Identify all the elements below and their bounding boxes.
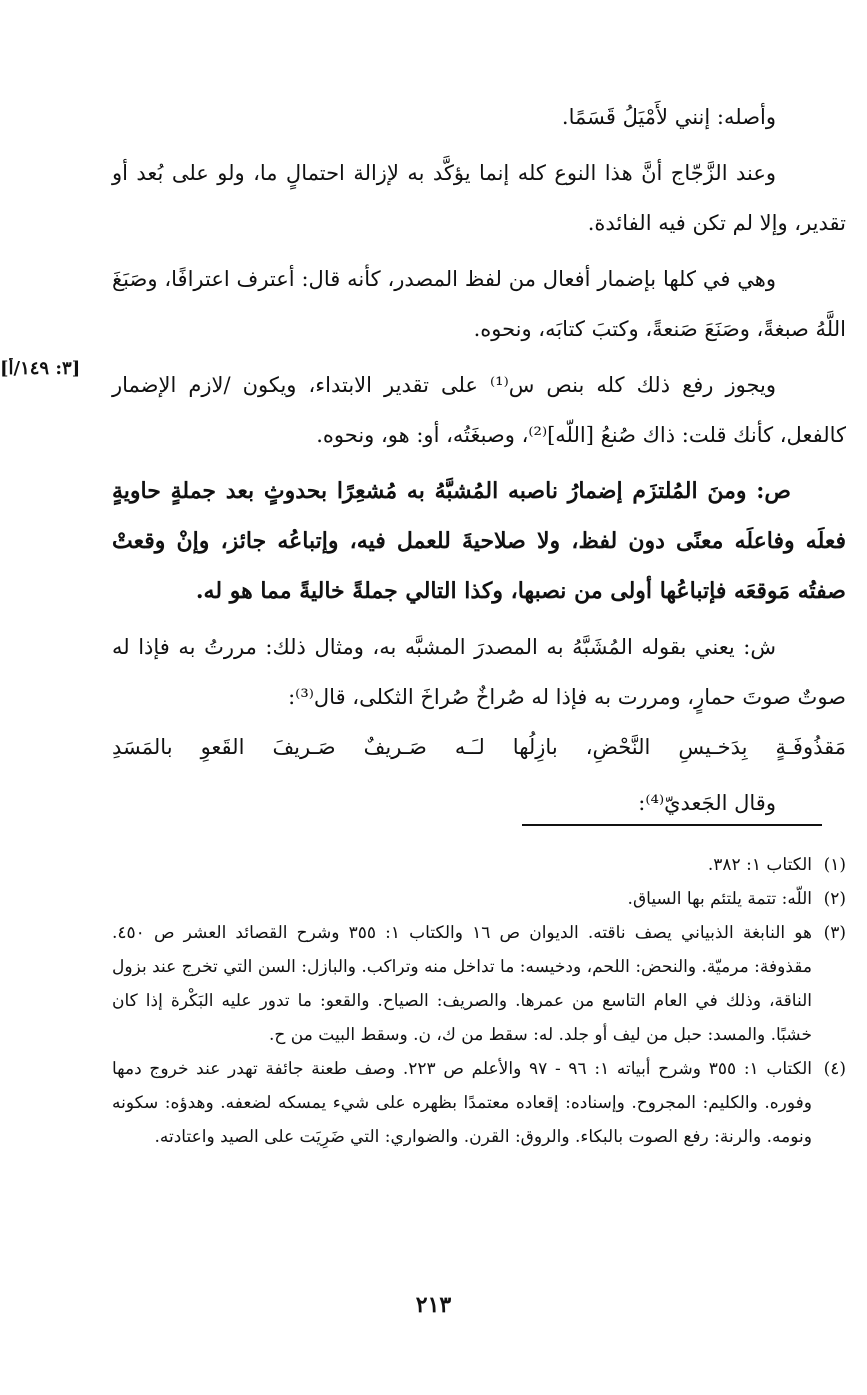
footnote-text: اللّه: تتمة يلتئم بها السياق. [627, 889, 812, 909]
footnote [112, 882, 846, 916]
paragraph-raf: ويجوز رفع ذلك كله بنص س⁽¹⁾ على تقدير الابتداء، ويكون /لازم الإضمار كالفعل، كأنك قلت: ذاك صُنعُ [اللّه]⁽²⁾، وصبغَتُه، أو: هو، ونحوه. [112, 373, 846, 447]
paragraph-sharh: ش: يعني بقوله المُشَبَّهُ به المصدرَ المشبَّه به، ومثال ذلك: مررتُ به فإذا له صوتٌ صوتَ حمارٍ، ومررت به فإذا له صُراخٌ صُراخَ الثكلى، قال⁽³⁾: [112, 635, 846, 709]
paragraph-matn: ص: ومنَ المُلتزَم إضمارُ ناصبه المُشبَّهُ به مُشعِرًا بحدوثٍ بعد جملةٍ حاويةٍ فعلَه وفاعلَه معنًى دون لفظ، ولا صلاحيةَ للعمل فيه، وإتباعُه جائز، وإنْ وقعتْ صفتُه مَوقعَه فإتباعُها أولى من نصبها، وكذا التالي جملةً خاليةً مما هو له. [112, 478, 846, 604]
poetry-verse: مَقذُوفَـةٍ بِدَخـيسِ النَّحْضِ، بازِلُها لـَـه صَـريفٌ صَـريفَ القَعوِ بالمَسَدِ [112, 735, 846, 759]
footnote-number: (٢) [823, 889, 846, 909]
footnote-text: الكتاب ١: ٣٥٥ وشرح أبياته ١: ٩٦ - ٩٧ والأعلم ص ٢٢٣. وصف طعنة جائفة تهدر عند خروج دمها وفوره. والكليم: المجروح. وإسناده: إقعاده معتمدًا بظهره على شيء يمسكه لضعفه. وهدؤه: سكونه ونومه. والرنة: رفع الصوت بالبكاء. والروق: القرن. والضواري: التي ضَرِيَت على الصيد واعتادته. [112, 1059, 812, 1147]
footnote-number: (١) [823, 855, 846, 875]
footnote-text: هو النابغة الذبياني يصف ناقته. الديوان ص ١٦ والكتاب ١: ٣٥٥ وشرح القصائد العشر ص ٤٥٠. مقذوفة: مرميّة. والنحض: اللحم، ودخيسه: ما تداخل منه وتراكب. والبازل: السن التي تخرج عند بزول الناقة، وذلك في العام التاسع من عمرها. والصريف: الصياح. والقعو: ما تدور عليه البَكْرة إذا كان خشبًا. والمسد: حبل من ليف أو جلد. له: سقط من ك، ن. وسقط البيت من ح. [112, 923, 812, 1045]
page-number: ٢١٣ [415, 1292, 452, 1318]
main-text [112, 92, 846, 828]
paragraph-jadi: وقال الجَعديّ⁽⁴⁾: [638, 791, 776, 815]
footnote-separator [522, 824, 822, 826]
paragraph-zajjaj: وعند الزَّجّاج أنَّ هذا النوع كله إنما يؤكَّد به لإزالة احتمالٍ ما، ولو على بُعد أو تقدير، وإلا لم تكن فيه الفائدة. [112, 161, 846, 235]
margin-manuscript-reference: [٣: ١٤٩/أ] [0, 358, 81, 379]
footnote-number: (٤) [823, 1059, 846, 1079]
footnote [112, 848, 846, 882]
footnote [112, 1052, 846, 1154]
footnote-number: (٣) [823, 923, 846, 943]
footnote [112, 916, 846, 1052]
footnotes [112, 848, 846, 1154]
paragraph-implied-verbs: وهي في كلها بإضمار أفعال من لفظ المصدر، كأنه قال: أعترف اعترافًا، وصَبَغَ اللَّهُ صبغةً، وصَنَعَ صَنعةً، وكتبَ كتابَه، ونحوه. [112, 267, 846, 341]
footnote-text: الكتاب ١: ٣٨٢. [707, 855, 812, 875]
paragraph-origin: وأصله: إنني لأَمْيَلُ قَسَمًا. [561, 105, 776, 129]
